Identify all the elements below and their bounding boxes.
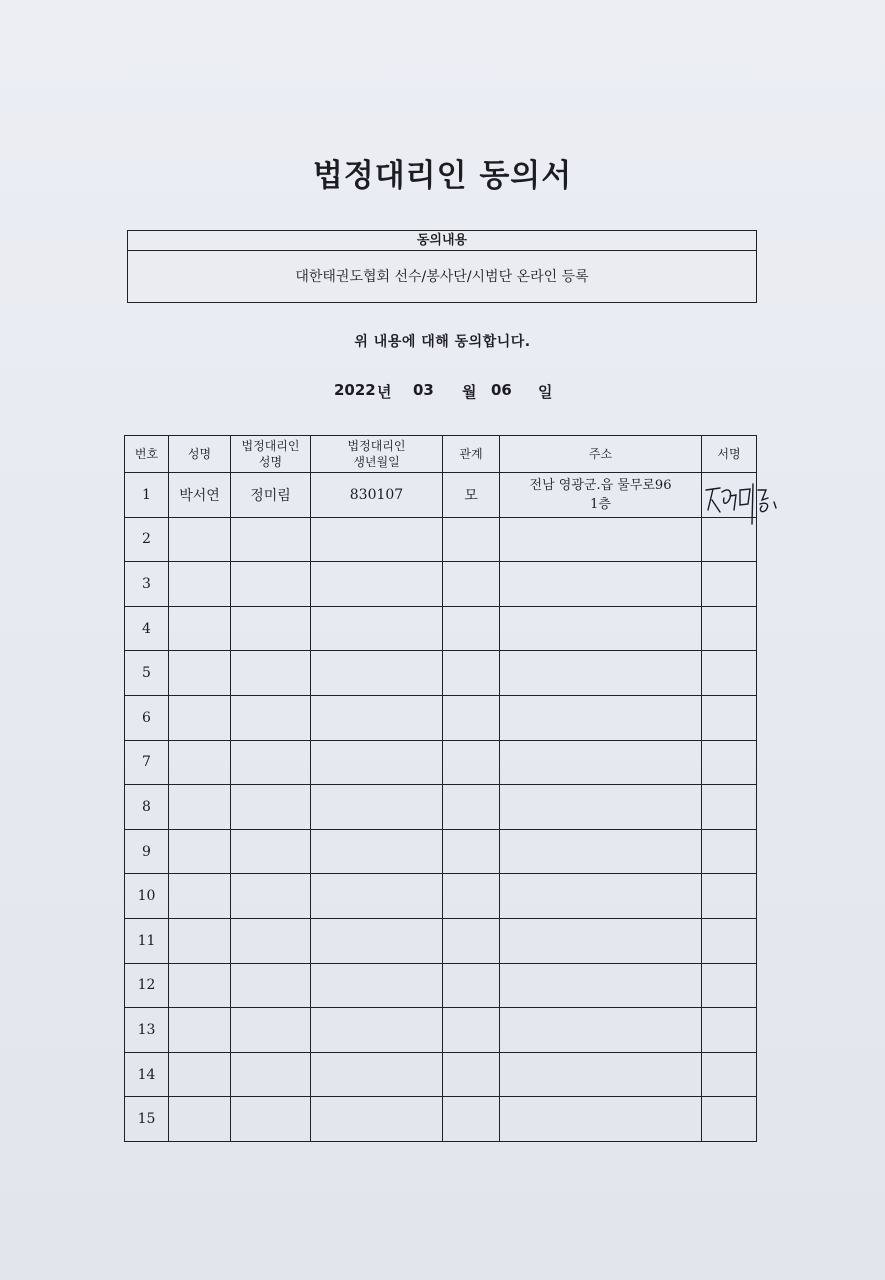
- cell-relation: [443, 1097, 500, 1142]
- date-month: 03: [413, 381, 434, 399]
- cell-name: [169, 562, 231, 607]
- cell-relation: [443, 651, 500, 696]
- cell-address: [500, 1097, 702, 1142]
- cell-relation: [443, 740, 500, 785]
- cell-address: [500, 829, 702, 874]
- cell-relation: [443, 1052, 500, 1097]
- cell-signature: [702, 606, 757, 651]
- cell-relation: [443, 517, 500, 562]
- cell-guardian-name: 정미림: [231, 473, 311, 518]
- cell-guardian-name: [231, 1008, 311, 1053]
- cell-name: [169, 963, 231, 1008]
- date-day-unit: 일: [538, 383, 553, 401]
- cell-guardian-birth: [311, 651, 443, 696]
- cell-address: [500, 473, 702, 518]
- cell-signature: [702, 1008, 757, 1053]
- cell-name: [169, 695, 231, 740]
- cell-number: 11: [125, 918, 169, 963]
- cell-guardian-name: [231, 785, 311, 830]
- document-title: 법정대리인 동의서: [312, 158, 573, 194]
- cell-guardian-birth: [311, 1008, 443, 1053]
- cell-address: [500, 918, 702, 963]
- date-year-unit: 년: [377, 383, 392, 401]
- cell-address: [500, 1052, 702, 1097]
- cell-name: [169, 651, 231, 696]
- cell-guardian-birth: [311, 874, 443, 919]
- cell-signature: [702, 874, 757, 919]
- cell-signature: [702, 562, 757, 607]
- cell-guardian-name: [231, 918, 311, 963]
- cell-guardian-name: [231, 606, 311, 651]
- cell-address: [500, 562, 702, 607]
- cell-guardian-birth: [311, 740, 443, 785]
- cell-number: 13: [125, 1008, 169, 1053]
- cell-relation: [443, 874, 500, 919]
- header-guardian-name-line2: 성명: [258, 455, 283, 469]
- cell-guardian-name: [231, 829, 311, 874]
- header-guardian-name: [231, 436, 311, 473]
- cell-number: 6: [125, 695, 169, 740]
- cell-relation: [443, 829, 500, 874]
- cell-number: 12: [125, 963, 169, 1008]
- cell-name: [169, 829, 231, 874]
- cell-number: 2: [125, 517, 169, 562]
- cell-address: [500, 517, 702, 562]
- cell-number: 8: [125, 785, 169, 830]
- header-guardian-birth: [311, 436, 443, 473]
- cell-guardian-name: [231, 740, 311, 785]
- table-row: [125, 785, 757, 830]
- cell-relation: [443, 785, 500, 830]
- header-guardian-birth-line2: 생년월일: [353, 455, 400, 469]
- cell-guardian-birth: [311, 1097, 443, 1142]
- table-row: [125, 695, 757, 740]
- cell-address: [500, 963, 702, 1008]
- cell-name: [169, 517, 231, 562]
- cell-relation: [443, 1008, 500, 1053]
- table-row: [125, 517, 757, 562]
- cell-number: 14: [125, 1052, 169, 1097]
- header-signature: 서명: [702, 436, 757, 473]
- cell-number: 5: [125, 651, 169, 696]
- cell-name: [169, 606, 231, 651]
- cell-guardian-name: [231, 651, 311, 696]
- cell-number: 9: [125, 829, 169, 874]
- cell-signature: [702, 1097, 757, 1142]
- cell-guardian-name: [231, 1052, 311, 1097]
- date-month-unit: 월: [462, 383, 477, 401]
- cell-relation: [443, 606, 500, 651]
- cell-guardian-birth: [311, 517, 443, 562]
- header-name: 성명: [169, 436, 231, 473]
- cell-number: 7: [125, 740, 169, 785]
- table-row: [125, 918, 757, 963]
- cell-signature: [702, 785, 757, 830]
- header-guardian-name-line1: 법정대리인: [241, 439, 300, 453]
- address-line1: 전남 영광군.읍 물무로96: [529, 477, 672, 493]
- cell-signature: [702, 695, 757, 740]
- cell-guardian-birth: [311, 963, 443, 1008]
- table-row: [125, 874, 757, 919]
- cell-name: [169, 1097, 231, 1142]
- guardian-table: [124, 435, 757, 1142]
- table-row: [125, 963, 757, 1008]
- cell-number: 1: [125, 473, 169, 518]
- table-row: [125, 829, 757, 874]
- cell-guardian-birth: [311, 695, 443, 740]
- cell-guardian-birth: [311, 785, 443, 830]
- header-relation: 관계: [443, 436, 500, 473]
- cell-number: 4: [125, 606, 169, 651]
- cell-guardian-birth: [311, 918, 443, 963]
- cell-address: [500, 785, 702, 830]
- table-row: [125, 473, 757, 518]
- cell-name: [169, 740, 231, 785]
- cell-signature: [702, 740, 757, 785]
- cell-relation: [443, 695, 500, 740]
- header-address: 주소: [500, 436, 702, 473]
- cell-address: [500, 695, 702, 740]
- cell-number: 3: [125, 562, 169, 607]
- cell-relation: [443, 918, 500, 963]
- cell-name: [169, 918, 231, 963]
- table-row: [125, 651, 757, 696]
- cell-number: 15: [125, 1097, 169, 1142]
- cell-guardian-name: [231, 874, 311, 919]
- consent-content: 대한태권도협회 선수/봉사단/시범단 온라인 등록: [295, 269, 589, 285]
- cell-address: [500, 1008, 702, 1053]
- table-row: [125, 562, 757, 607]
- cell-guardian-name: [231, 517, 311, 562]
- cell-name: 박서연: [169, 473, 231, 518]
- cell-guardian-birth: 830107: [311, 473, 443, 518]
- cell-signature: [702, 918, 757, 963]
- cell-guardian-birth: [311, 562, 443, 607]
- table-row: [125, 1097, 757, 1142]
- cell-signature: [702, 651, 757, 696]
- cell-name: [169, 1008, 231, 1053]
- table-row: [125, 1008, 757, 1053]
- cell-name: [169, 874, 231, 919]
- handwritten-signature: [700, 468, 790, 528]
- cell-guardian-birth: [311, 606, 443, 651]
- cell-address: [500, 740, 702, 785]
- cell-name: [169, 785, 231, 830]
- cell-relation: [443, 963, 500, 1008]
- cell-relation: 모: [443, 473, 500, 518]
- cell-signature: [702, 829, 757, 874]
- cell-guardian-birth: [311, 829, 443, 874]
- table-row: [125, 1052, 757, 1097]
- consent-header: 동의내용: [128, 231, 756, 251]
- cell-guardian-birth: [311, 1052, 443, 1097]
- table-row: [125, 606, 757, 651]
- date-day: 06: [491, 381, 512, 399]
- cell-guardian-name: [231, 562, 311, 607]
- cell-address: [500, 874, 702, 919]
- cell-guardian-name: [231, 963, 311, 1008]
- cell-signature: [702, 963, 757, 1008]
- cell-name: [169, 1052, 231, 1097]
- consent-box: [127, 230, 757, 303]
- agreement-statement: 위 내용에 대해 동의합니다.: [354, 334, 531, 350]
- date-year: 2022: [334, 381, 376, 399]
- cell-guardian-name: [231, 695, 311, 740]
- table-header-row: [125, 436, 757, 473]
- cell-relation: [443, 562, 500, 607]
- cell-guardian-name: [231, 1097, 311, 1142]
- address-line2: 1층: [590, 496, 611, 512]
- cell-signature: [702, 1052, 757, 1097]
- table-row: [125, 740, 757, 785]
- cell-address: [500, 651, 702, 696]
- header-guardian-birth-line1: 법정대리인: [347, 439, 406, 453]
- header-number: 번호: [125, 436, 169, 473]
- cell-address: [500, 606, 702, 651]
- cell-number: 10: [125, 874, 169, 919]
